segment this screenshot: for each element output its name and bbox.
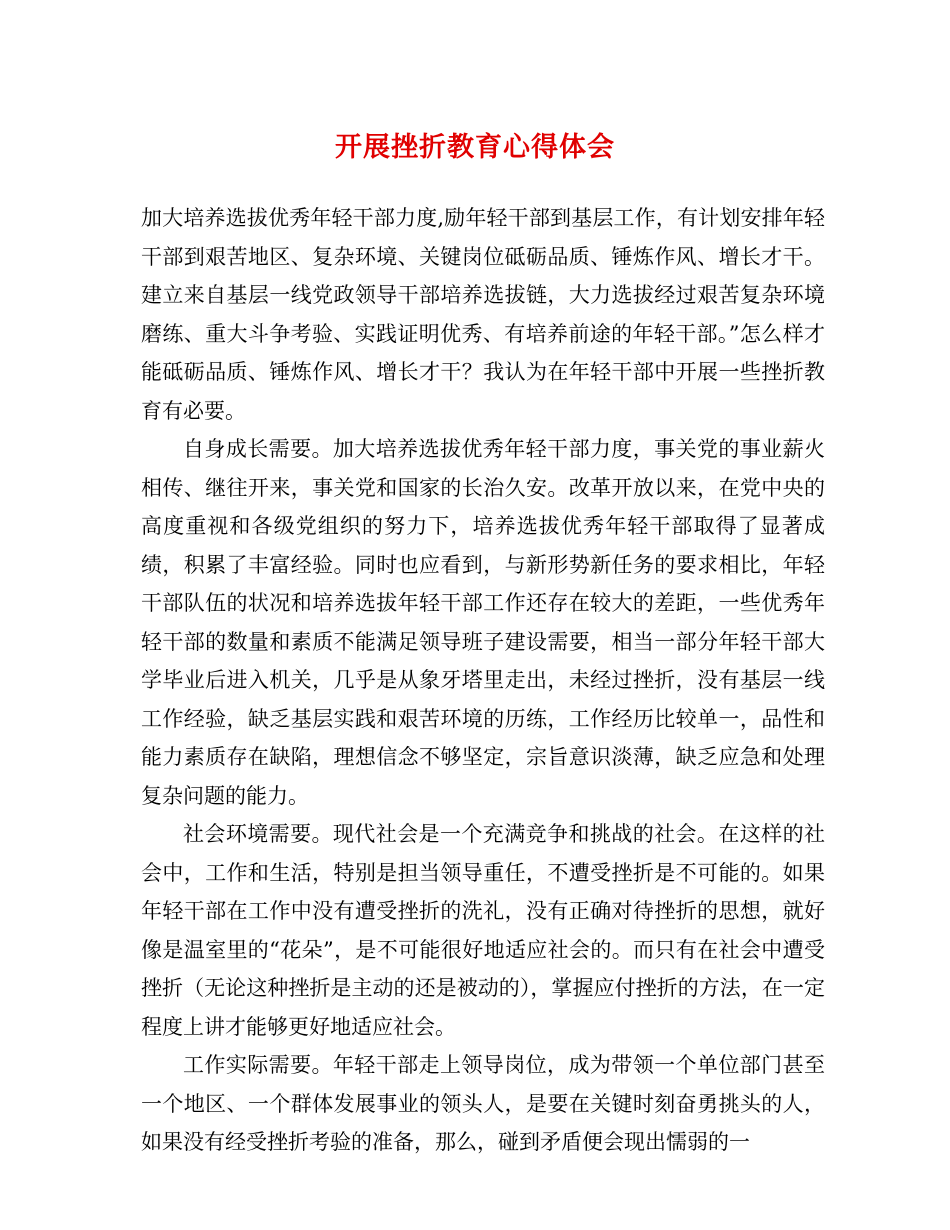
paragraph-personal-growth: 自身成长需要。加大培养选拔优秀年轻干部力度，事关党的事业薪火相传、继往开来，事关党和国家的长治久安。改革开放以来，在党中央的高度重视和各级党组织的努力下，培养选拔优秀年轻干部取得了显著成绩，积累了丰富经验。同时也应看到，与新形势新任务的要求相比，年轻干部队伍的状况和培养选拔年轻干部工作还存在较大的差距，一些优秀年轻干部的数量和素质不能满足领导班子建设需要，相当一部分年轻干部大学毕业后进入机关，几乎是从象牙塔里走出，未经过挫折，没有基层一线工作经验，缺乏基层实践和艰苦环境的历练，工作经历比较单一，品性和能力素质存在缺陷，理想信念不够坚定，宗旨意识淡薄，缺乏应急和处理复杂问题的能力。 <box>141 437 825 808</box>
paragraph-work-needs: 工作实际需要。年轻干部走上领导岗位，成为带领一个单位部门甚至一个地区、一个群体发展事业的领头人，是要在关键时刻奋勇挑头的人，如果没有经受挫折考验的准备，那么，碰到矛盾便会现出懦弱的一 <box>141 1053 825 1154</box>
document-title: 开展挫折教育心得体会 <box>335 132 615 163</box>
paragraph-social-environment: 社会环境需要。现代社会是一个充满竞争和挑战的社会。在这样的社会中，工作和生活，特别是担当领导重任，不遭受挫折是不可能的。如果年轻干部在工作中没有遭受挫折的洗礼，没有正确对待挫折的思想，就好像是温室里的“花朵”，是不可能很好地适应社会的。而只有在社会中遭受挫折（无论这种挫折是主动的还是被动的），掌握应付挫折的方法，在一定程度上讲才能够更好地适应社会。 <box>141 822 825 1039</box>
document-body <box>141 199 825 1162</box>
paragraph-intro: 加大培养选拔优秀年轻干部力度,励年轻干部到基层工作，有计划安排年轻干部到艰苦地区、复杂环境、关键岗位砥砺品质、锤炼作风、增长才干。建立来自基层一线党政领导干部培养选拔链，大力选拔经过艰苦复杂环境磨练、重大斗争考验、实践证明优秀、有培养前途的年轻干部。”怎么样才能砥砺品质、锤炼作风、增长才干？我认为在年轻干部中开展一些挫折教育有必要。 <box>141 206 825 423</box>
